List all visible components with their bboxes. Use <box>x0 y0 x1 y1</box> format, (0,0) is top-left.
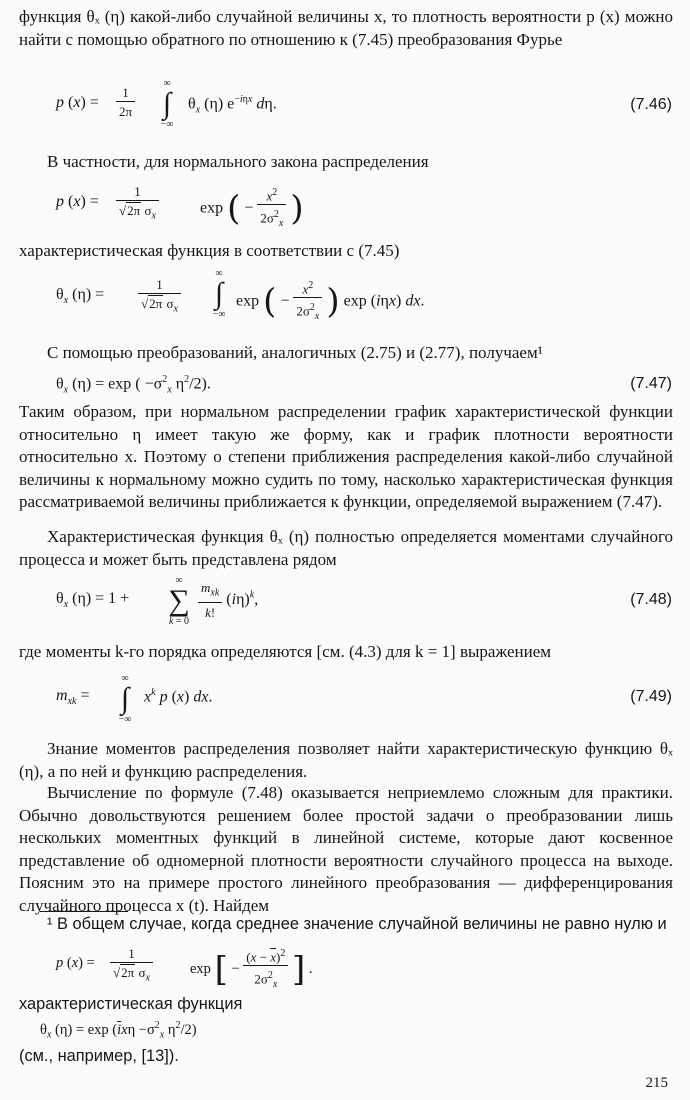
eq-7-49-lhs: $m_{xk}$ = <box>56 687 90 708</box>
paragraph-moments: Характеристическая функция θₓ (η) полностью определяется моментами случайного процесса и может быть представлена рядом <box>19 527 673 569</box>
eq-density-fraction: $\frac{1}{√2\pi \sigma_x}$ <box>116 184 159 225</box>
eq-7-46-integrand: $\theta_x$ (η) $e^{-i\eta x}$ dη. <box>188 94 277 116</box>
footnote-line-2: характеристическая функция <box>19 995 243 1013</box>
footnote-rule <box>40 911 128 912</box>
footnote-equation-density <box>40 940 440 992</box>
integral-sign: ∞ ∫ −∞ <box>118 673 132 725</box>
equation-7-47 <box>40 371 672 399</box>
equation-7-49 <box>40 671 672 725</box>
eq-7-48-lhs: $\theta_x$ (η) = 1 + <box>56 590 130 611</box>
eq-7-47-body: $\theta_x$ (η) = exp ( $-\sigma^2_x$ $\eta^2/2$). <box>56 374 211 396</box>
eq-7-48-term: $\frac{m_{xk}}{k!}$ $(i\eta)^k$, <box>198 580 258 621</box>
paragraph-transform: С помощью преобразований, аналогичных (2.75) и (2.77), получаем¹ <box>47 343 543 362</box>
paragraph-char-func: характеристическая функция в соответствии с (7.45) <box>19 241 400 260</box>
equation-number: (7.47) <box>630 375 672 392</box>
fn-density-lhs: p (x) = <box>56 955 95 971</box>
equation-number: (7.49) <box>630 688 672 705</box>
paragraph-normal-law: В частности, для нормального закона распределения <box>47 152 429 171</box>
paragraph-intro: функция θₓ (η) какой-либо случайной величины x, то плотность вероятности p (x) можно найти с помощью обратного по отношению к (7.45) преобразования Фурье <box>19 7 673 49</box>
footnote-line-1: ¹ В общем случае, когда среднее значение случайной величины не равно нулю и <box>47 915 667 933</box>
paragraph-knowledge: Знание моментов распределения позволяет найти характеристическую функцию θₓ (η), а по ней и функцию распределения. <box>19 739 673 781</box>
fn-density-exp: exp [ − $\frac{(x - \overline{x})^2}{2\sigma^2_x}$ ] . <box>190 948 313 991</box>
paragraph-computation: Вычисление по формуле (7.48) оказывается неприемлемо сложным для практики. Обычно довольствуются решением более простой задачи о преобразовании лишь нескольких моментных функций в линейной системе, которые дают косвенное представление об одномерной плотности вероятности случайного процесса на выходе. Поясним это на примере простого линейного преобразования — дифференцирования случайного процесса x (t). Найдем <box>19 783 673 915</box>
eq-7-49-integrand: $x^k$ p (x) dx. <box>144 687 213 706</box>
fn-char-body: $\theta_x$ $(\eta) = \exp (\overline{i}x\eta -\sigma^2_x$ $\eta^2/2$) <box>40 1020 197 1041</box>
footnote-line-3: (см., например, [13]). <box>19 1047 179 1065</box>
equation-number: (7.46) <box>630 96 672 113</box>
equation-char-integral <box>40 268 672 323</box>
equation-7-48 <box>40 574 672 627</box>
fn-density-fraction: $\frac{1}{√2\pi \sigma_x}$ <box>110 946 153 987</box>
eq-char-integrand: exp ( − $\frac{x^2}{2\sigma^2_x}$ ) exp (iηx) dx. <box>236 280 425 323</box>
paragraph-conclusion: Таким образом, при нормальном распределении график характеристической функции относительно η имеет такую же форму, как и график плотности вероятности относительно x. Поэтому о степени приближения распределения какой-либо случайной величины к нормальному можно судить по тому, насколько характеристическая функция рассматриваемой величины приближается к функции, определяемой выражением (7.47). <box>19 402 673 511</box>
equation-normal-density <box>40 179 672 229</box>
eq-density-lhs: p (x) = <box>56 193 99 210</box>
equation-7-46 <box>40 78 672 132</box>
integral-sign: ∞ ∫ −∞ <box>212 268 226 320</box>
eq-7-46-lhs: p (x) = <box>56 94 99 111</box>
integral-sign: ∞ ∫ −∞ <box>160 78 174 130</box>
page-number: 215 <box>645 1075 668 1091</box>
footnote-equation-char <box>40 1019 440 1043</box>
equation-number: (7.48) <box>630 591 672 608</box>
eq-density-exp: exp ( − $\frac{x^2}{2\sigma^2_x}$ ) <box>200 187 304 230</box>
sum-sign: ∞ ∑ k = 0 <box>168 575 190 627</box>
paragraph-moment-def: где моменты k-го порядка определяются [см. (4.3) для k = 1] выражением <box>19 642 552 661</box>
eq-char-fraction: $\frac{1}{√2\pi \sigma_x}$ <box>138 277 181 318</box>
eq-char-lhs: $\theta_x$ (η) = <box>56 286 105 307</box>
eq-7-46-fraction: $\frac{1}{2\pi}$ <box>116 85 135 120</box>
